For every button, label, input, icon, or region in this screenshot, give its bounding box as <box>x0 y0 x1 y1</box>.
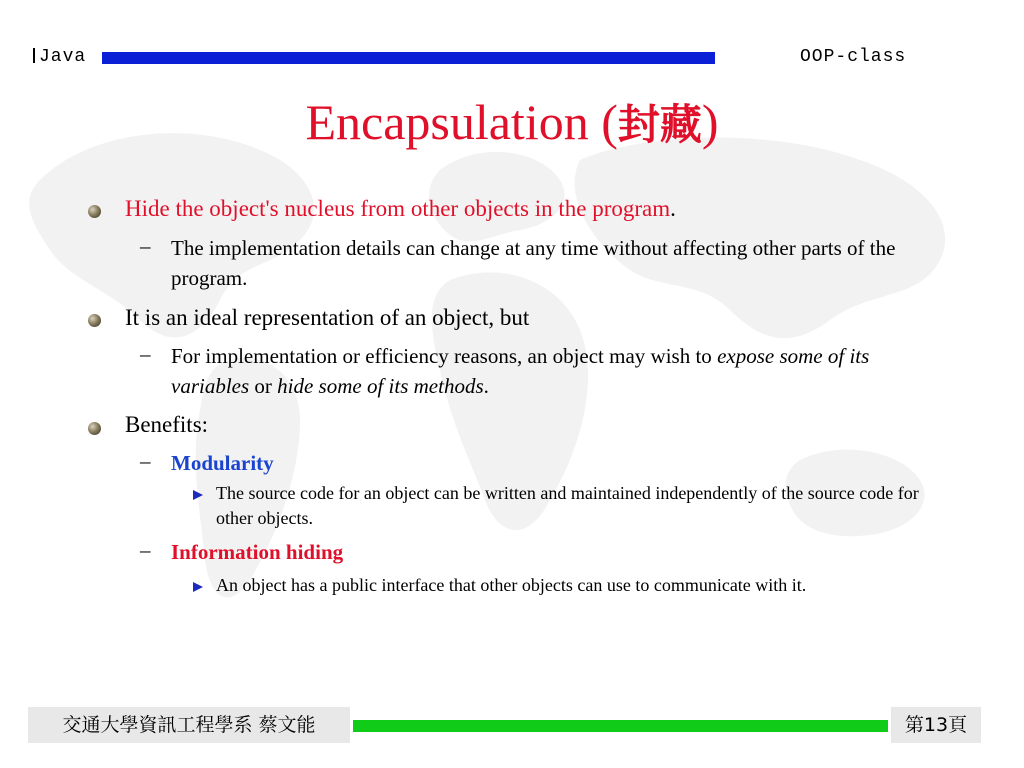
footer-department-author: 交通大學資訊工程學系 蔡文能 <box>28 707 350 743</box>
benefit-information-hiding: Information hiding <box>171 540 344 564</box>
sub-text-italic: hide some of its methods <box>277 374 484 398</box>
footer-green-bar <box>353 720 888 732</box>
dash-icon: – <box>140 538 151 562</box>
title-main: Encapsulation ( <box>305 94 618 150</box>
header-blue-bar <box>102 52 715 64</box>
bullet-3: Benefits: <box>125 412 209 437</box>
footer-page-number: 第13頁 <box>891 707 981 743</box>
bullet-icon <box>88 422 101 435</box>
title-cjk: 封藏 <box>617 100 702 149</box>
bullet-icon <box>88 205 101 218</box>
benefit-information-hiding-detail: An object has a public interface that other objects can use to communicate with it. <box>216 575 807 595</box>
title-close: ) <box>701 94 719 150</box>
sub-text-part: . <box>483 374 489 398</box>
bullet-1 <box>125 196 676 222</box>
bullet-2: It is an ideal representation of an object, but <box>125 305 530 330</box>
benefit-modularity-detail: The source code for an object can be written and maintained independently of the source code for other objects. <box>216 483 919 528</box>
header-course-label <box>33 47 86 67</box>
slide-title <box>0 92 1024 152</box>
sub-text-italic: expose some of its variables <box>171 344 870 398</box>
bullet-1-sub-1: The implementation details can change at any time without affecting other parts of the program. <box>171 236 896 290</box>
dash-icon: – <box>140 449 151 473</box>
bullet-icon <box>88 314 101 327</box>
bullet-1-suffix: . <box>670 196 676 221</box>
sub-text-part: For implementation or efficiency reasons, an object may wish to <box>171 344 718 368</box>
header-tick-mark <box>33 48 35 63</box>
header-class-label: OOP-class <box>800 47 907 67</box>
arrow-bullet-icon <box>193 490 203 500</box>
dash-icon: – <box>140 342 151 366</box>
bullet-1-text: Hide the object's nucleus from other objects in the program <box>125 196 671 221</box>
dash-icon: – <box>140 234 151 258</box>
arrow-bullet-icon <box>193 582 203 592</box>
header-left-text: Java <box>39 47 87 67</box>
benefit-modularity: Modularity <box>171 451 274 475</box>
bullet-2-sub-1 <box>171 341 951 401</box>
sub-text-part: or <box>249 374 278 398</box>
